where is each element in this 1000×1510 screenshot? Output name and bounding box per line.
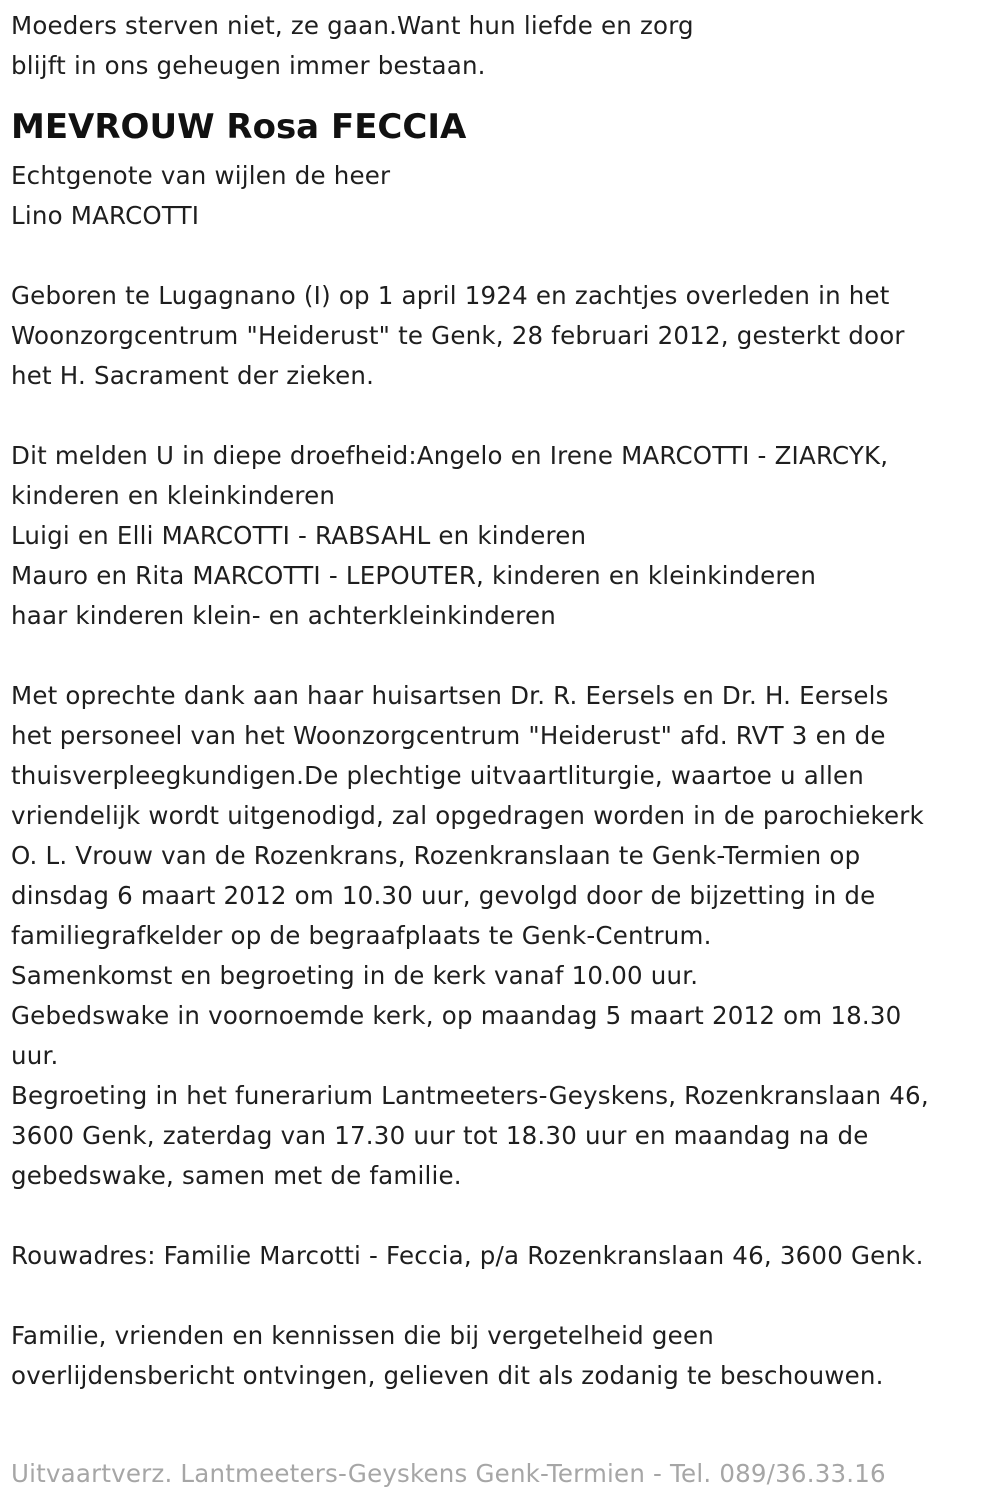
paragraph-line: Familie, vrienden en kennissen die bij vergetelheid geen <box>11 1321 714 1350</box>
spouse-block <box>11 156 996 236</box>
spacer <box>11 636 996 676</box>
motto-line: Moeders sterven niet, ze gaan.Want hun liefde en zorg <box>11 11 694 40</box>
paragraph-line: Woonzorgcentrum "Heiderust" te Genk, 28 februari 2012, gesterkt door <box>11 321 905 350</box>
paragraph-line: thuisverpleegkundigen.De plechtige uitvaartliturgie, waartoe u allen <box>11 761 864 790</box>
spacer <box>11 1276 996 1316</box>
paragraph-line: uur. <box>11 1041 59 1070</box>
notice-paragraph <box>11 1316 996 1396</box>
paragraph-line: Met oprechte dank aan haar huisartsen Dr. R. Eersels en Dr. H. Eersels <box>11 681 889 710</box>
spacer <box>11 236 996 276</box>
motto-line: blijft in ons geheugen immer bestaan. <box>11 51 486 80</box>
paragraph-line: vriendelijk wordt uitgenodigd, zal opgedragen worden in de parochiekerk <box>11 801 924 830</box>
paragraph-line: dinsdag 6 maart 2012 om 10.30 uur, gevolgd door de bijzetting in de <box>11 881 876 910</box>
spacer <box>11 396 996 436</box>
funeral-home-footer: Uitvaartverz. Lantmeeters-Geyskens Genk-Termien - Tel. 089/36.33.16 <box>11 1459 886 1488</box>
paragraph-line: Dit melden U in diepe droefheid:Angelo en Irene MARCOTTI - ZIARCYK, <box>11 441 889 470</box>
paragraph-line: Gebedswake in voornoemde kerk, op maandag 5 maart 2012 om 18.30 <box>11 1001 902 1030</box>
birth-death-paragraph <box>11 276 996 396</box>
paragraph-line: kinderen en kleinkinderen <box>11 481 336 510</box>
paragraph-line: haar kinderen klein- en achterkleinkinderen <box>11 601 556 630</box>
paragraph-line: O. L. Vrouw van de Rozenkrans, Rozenkranslaan te Genk-Termien op <box>11 841 861 870</box>
spacer <box>11 86 996 104</box>
spouse-line: Echtgenote van wijlen de heer <box>11 161 391 190</box>
paragraph-line: Luigi en Elli MARCOTTI - RABSAHL en kinderen <box>11 521 587 550</box>
spacer <box>11 1196 996 1236</box>
family-paragraph <box>11 436 996 636</box>
paragraph-line: familiegrafkelder op de begraafplaats te Genk-Centrum. <box>11 921 712 950</box>
paragraph-line: Mauro en Rita MARCOTTI - LEPOUTER, kinderen en kleinkinderen <box>11 561 817 590</box>
paragraph-line: overlijdensbericht ontvingen, gelieven dit als zodanig te beschouwen. <box>11 1361 884 1390</box>
paragraph-line: Begroeting in het funerarium Lantmeeters-Geyskens, Rozenkranslaan 46, <box>11 1081 929 1110</box>
thanks-ceremony-paragraph <box>11 676 996 1196</box>
paragraph-line: 3600 Genk, zaterdag van 17.30 uur tot 18.30 uur en maandag na de <box>11 1121 869 1150</box>
obituary-notice <box>11 6 996 1396</box>
paragraph-line: gebedswake, samen met de familie. <box>11 1161 462 1190</box>
mourning-address: Rouwadres: Familie Marcotti - Feccia, p/a Rozenkranslaan 46, 3600 Genk. <box>11 1241 924 1270</box>
paragraph-line: het personeel van het Woonzorgcentrum "Heiderust" afd. RVT 3 en de <box>11 721 886 750</box>
paragraph-line: Geboren te Lugagnano (I) op 1 april 1924 en zachtjes overleden in het <box>11 281 890 310</box>
paragraph-line: Samenkomst en begroeting in de kerk vanaf 10.00 uur. <box>11 961 699 990</box>
spouse-line: Lino MARCOTTI <box>11 201 200 230</box>
paragraph-line: het H. Sacrament der zieken. <box>11 361 375 390</box>
motto-block <box>11 6 996 86</box>
deceased-name: MEVROUW Rosa FECCIA <box>11 107 467 147</box>
